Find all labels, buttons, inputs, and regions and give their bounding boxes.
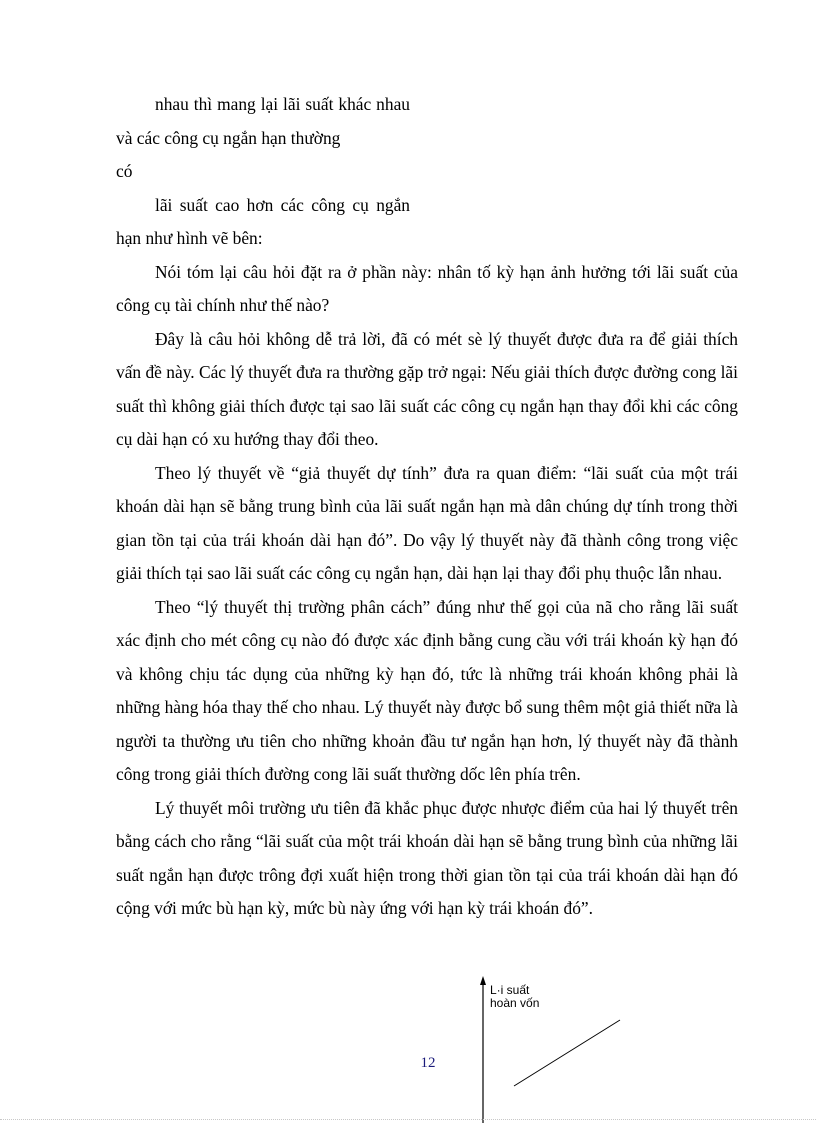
y-axis-label bbox=[490, 984, 580, 1011]
paragraph-1-continuation bbox=[116, 155, 410, 189]
paragraph-2-line-2: ngắn hạn như hình vẽ bên: bbox=[116, 194, 410, 248]
body-text bbox=[116, 88, 738, 926]
paragraph-6: Theo “lý thuyết thị trường phân cách” đúng như thế gọi của nã cho rằng lãi suất xác định cho mét công cụ nào đó được xác định bằng cung cầu với trái khoán kỳ hạn đó và không chịu tác dụng của những kỳ hạn đó, tức là những trái khoán không phải là những hàng hóa thay thế cho nhau. Lý thuyết này được bổ sung thêm một giả thiết nữa là người ta thường ưu tiên cho những khoản đầu tư ngắn hạn hơn, lý thuyết này đã thành công trong giải thích đường cong lãi suất thường dốc lên phía trên. bbox=[116, 596, 738, 784]
paragraph-4: Đây là câu hỏi không dễ trả lời, đã có mét sè lý thuyết được đưa ra để giải thích vấn đề này. Các lý thuyết đưa ra thường gặp trở ngại: Nếu giải thích được đường cong lãi suất thì không giải thích được tại sao lãi suất các công cụ ngắn hạn thay đổi khi các công cụ dài hạn có xu hướng thay đổi theo. bbox=[116, 328, 738, 449]
paragraph-2 bbox=[116, 189, 410, 256]
y-axis-label-line-1: L·i suất bbox=[490, 984, 530, 997]
paragraph-1-line-2: nhau và các công cụ ngắn hạn thường bbox=[116, 94, 410, 148]
paragraph-3: Nói tóm lại câu hỏi đặt ra ở phần này: nhân tố kỳ hạn ảnh hưởng tới lãi suất của công cụ tài chính như thế nào? bbox=[116, 261, 738, 315]
y-axis-arrowhead bbox=[480, 976, 486, 985]
paragraph-1 bbox=[116, 88, 410, 155]
page-number: 12 bbox=[420, 1055, 436, 1071]
page-bottom-divider bbox=[0, 1119, 816, 1120]
paragraph-1-line-3: có bbox=[116, 161, 133, 181]
paragraph-5: Theo lý thuyết về “giả thuyết dự tính” đưa ra quan điểm: “lãi suất của một trái khoán dài hạn sẽ bằng trung bình của lãi suất ngắn hạn mà dân chúng dự tính trong thời gian tồn tại của trái khoán dài hạn đó”. Do vậy lý thuyết này đã thành công trong việc giải thích tại sao lãi suất các công cụ ngắn hạn, dài hạn lại thay đổi phụ thuộc lẫn nhau. bbox=[116, 462, 738, 583]
paragraph-2-line-1: lãi suất cao hơn các công cụ bbox=[155, 194, 369, 215]
yield-curve-line bbox=[514, 1020, 620, 1086]
paragraph-1-line-1: nhau thì mang lại lãi suất khác bbox=[155, 94, 372, 114]
y-axis-label-line-2: hoàn vốn bbox=[490, 996, 540, 1010]
paragraph-7: Lý thuyết môi trường ưu tiên đã khắc phục được nhược điểm của hai lý thuyết trên bằng cách cho rằng “lãi suất của một trái khoán dài hạn sẽ bằng trung bình của những lãi suất ngắn hạn được trông đợi xuất hiện trong thời gian tồn tại của trái khoán dài hạn đó cộng với mức bù hạn kỳ, mức bù này ứng với hạn kỳ trái khoán đó”. bbox=[116, 797, 738, 918]
